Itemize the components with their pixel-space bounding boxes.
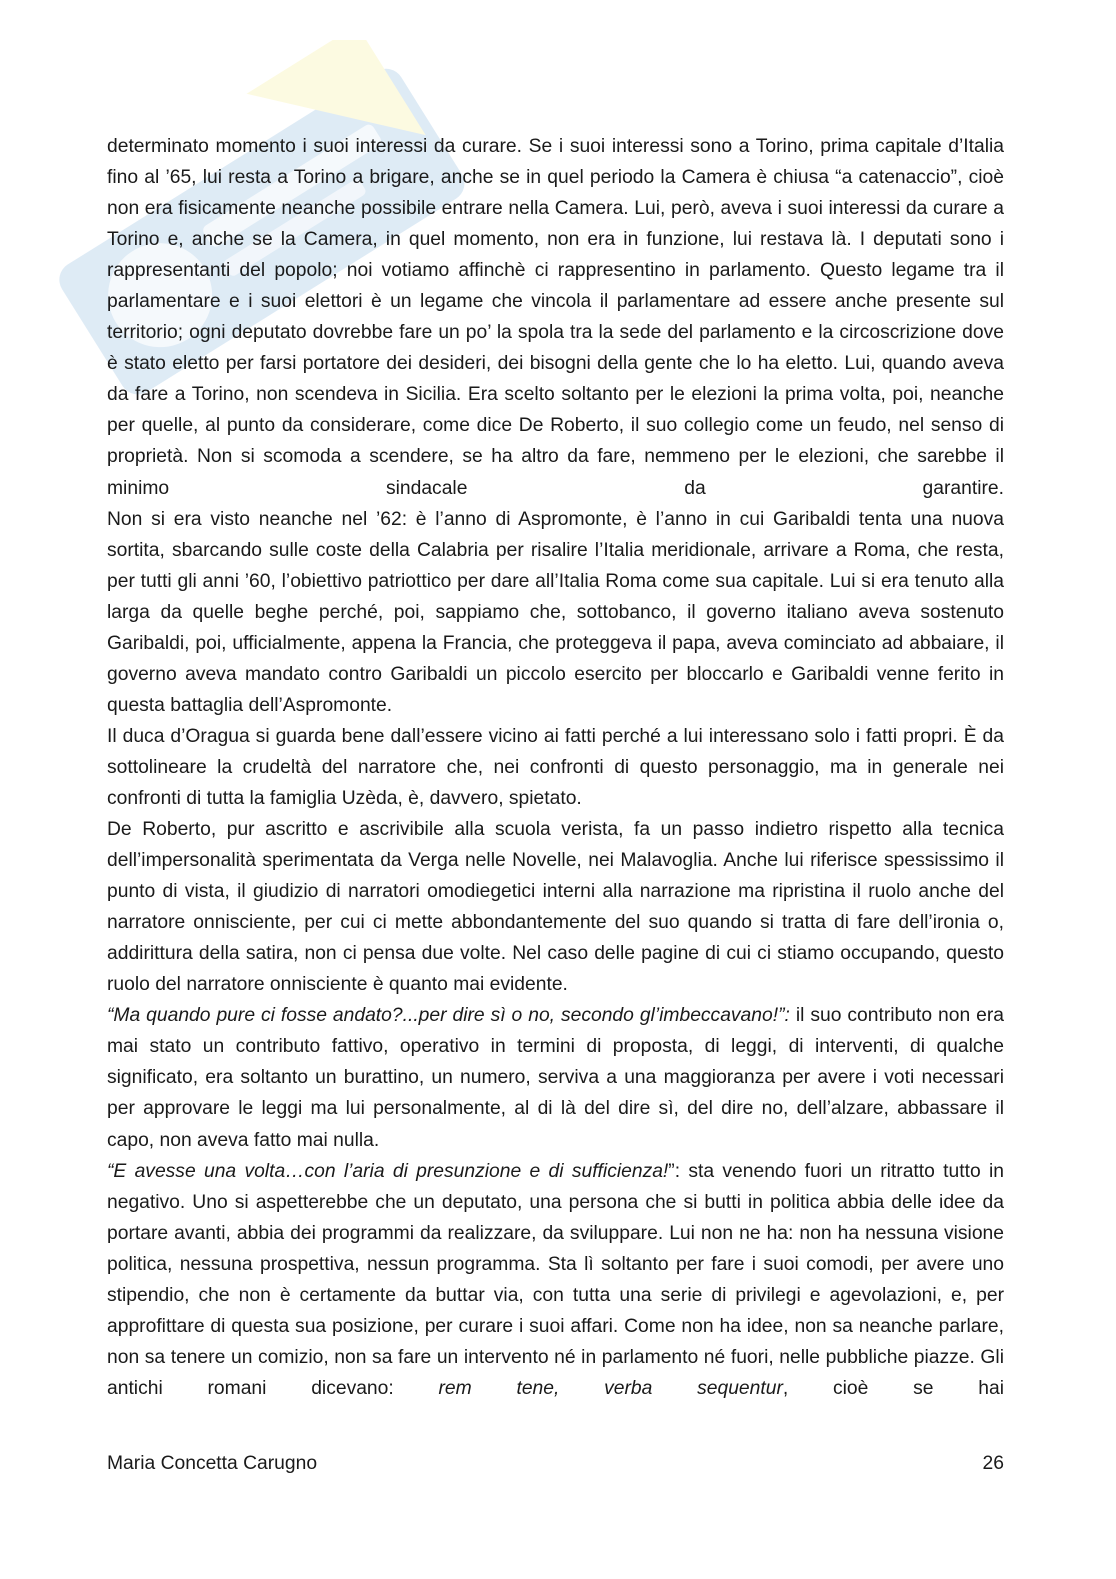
quote-1: “Ma quando pure ci fosse andato?...per dire sì o no, secondo gl’imbeccavano!”: <box>107 1005 790 1027</box>
page-body <box>107 131 1004 1404</box>
paragraph-3: Il duca d’Oragua si guarda bene dall’essere vicino ai fatti perché a lui interessano solo i fatti propri. È da sottolineare la crudeltà del narratore che, nei confronti di questo personaggio, ma in generale nei confronti di tutta la famiglia Uzèda, è, davvero, spietato. <box>107 725 1004 809</box>
footer-author: Maria Concetta Carugno <box>107 1453 318 1474</box>
paragraph-6 <box>107 1156 1004 1404</box>
paragraph-2: Non si era visto neanche nel ’62: è l’anno di Aspromonte, è l’anno in cui Garibaldi tenta una nuova sortita, sbarcando sulle coste della Calabria per risalire l’Italia meridionale, arrivare a Roma, che resta, per tutti gli anni ’60, l’obiettivo patriottico per dare all’Italia Roma come sua capitale. Lui si era tenuto alla larga da quelle beghe perché, poi, sappiamo che, sottobanco, il governo italiano aveva sostenuto Garibaldi, poi, ufficialmente, appena la Francia, che proteggeva il papa, aveva cominciato ad abbaiare, il governo aveva mandato contro Garibaldi un piccolo esercito per bloccarlo e Garibaldi venne ferito in questa battaglia dell’Aspromonte. <box>107 508 1004 716</box>
latin-phrase: rem tene, verba sequentur <box>438 1377 783 1399</box>
paragraph-6-tail: , cioè se hai <box>782 1377 1004 1399</box>
quote-2: “E avesse una volta…con l’aria di presunzione e di sufficienza! <box>107 1160 669 1182</box>
page-number: 26 <box>982 1453 1004 1474</box>
paragraph-6-text: ”: sta venendo fuori un ritratto tutto in negativo. Uno si aspetterebbe che un deputato, una persona che si butti in politica abbia delle idee da portare avanti, abbia dei programmi da realizzare, da sviluppare. Lui non ne ha: non ha nessuna visione politica, nessuna prospettiva, nessun programma. Sta lì soltanto per fare i suoi comodi, per avere uno stipendio, che non è certamente da buttar via, con tutta una serie di privilegi e agevolazioni, e, per approfittare di questa sua posizione, per curare i suoi affari. Come non ha idee, non sa neanche parlare, non sa tenere un comizio, non sa fare un intervento né in parlamento né fuori, nelle pubbliche piazze. Gli antichi romani dicevano: <box>107 1160 1004 1399</box>
paragraph-5 <box>107 1000 1004 1155</box>
paragraph-5-text: il suo contributo non era mai stato un contributo fattivo, operativo in termini di proposta, di leggi, di interventi, di qualche significato, era soltanto un burattino, un numero, serviva a una maggioranza per avere i voti necessari per approvare le leggi ma lui personalmente, al di là del dire sì, del dire no, dell’alzare, abbassare il capo, non aveva fatto mai nulla. <box>107 1005 1005 1151</box>
paragraph-1: determinato momento i suoi interessi da curare. Se i suoi interessi sono a Torino, prima capitale d’Italia fino al ’65, lui resta a Torino a brigare, anche se in quel periodo la Camera è chiusa “a catenaccio”, cioè non era fisicamente neanche possibile entrare nella Camera. Lui, però, aveva i suoi interessi da curare a Torino e, anche se la Camera, in quel momento, non era in funzione, lui restava là. I deputati sono i rappresentanti del popolo; noi votiamo affinchè ci rappresentino in parlamento. Questo legame tra il parlamentare e i suoi elettori è un legame che vincola il parlamentare ad essere anche presente sul territorio; ogni deputato dovrebbe fare un po’ la spola tra la sede del parlamento e la circoscrizione dove è stato eletto per farsi portatore dei desideri, dei bisogni della gente che lo ha eletto. Lui, quando aveva da fare a Torino, non scendeva in Sicilia. Era scelto soltanto per le elezioni la prima volta, poi, neanche per quelle, al punto da considerare, come dice De Roberto, il suo collegio come un feudo, nel senso di proprietà. Non si scomoda a scendere, se ha altro da fare, nemmeno per le elezioni, che sarebbe il minimo sindacale da garantire. <box>107 136 1004 499</box>
paragraph-4: De Roberto, pur ascritto e ascrivibile alla scuola verista, fa un passo indietro rispetto alla tecnica dell’impersonalità sperimentata da Verga nelle Novelle, nei Malavoglia. Anche lui riferisce spessissimo il punto di vista, il giudizio di narratori omodiegetici interni alla narrazione ma ripristina il ruolo anche del narratore onnisciente, per cui ci mette abbondantemente del suo quando si tratta di fare dell’ironia o, addirittura della satira, non ci pensa due volte. Nel caso delle pagine di cui ci stiamo occupando, questo ruolo del narratore onnisciente è quanto mai evidente. <box>107 819 1004 996</box>
